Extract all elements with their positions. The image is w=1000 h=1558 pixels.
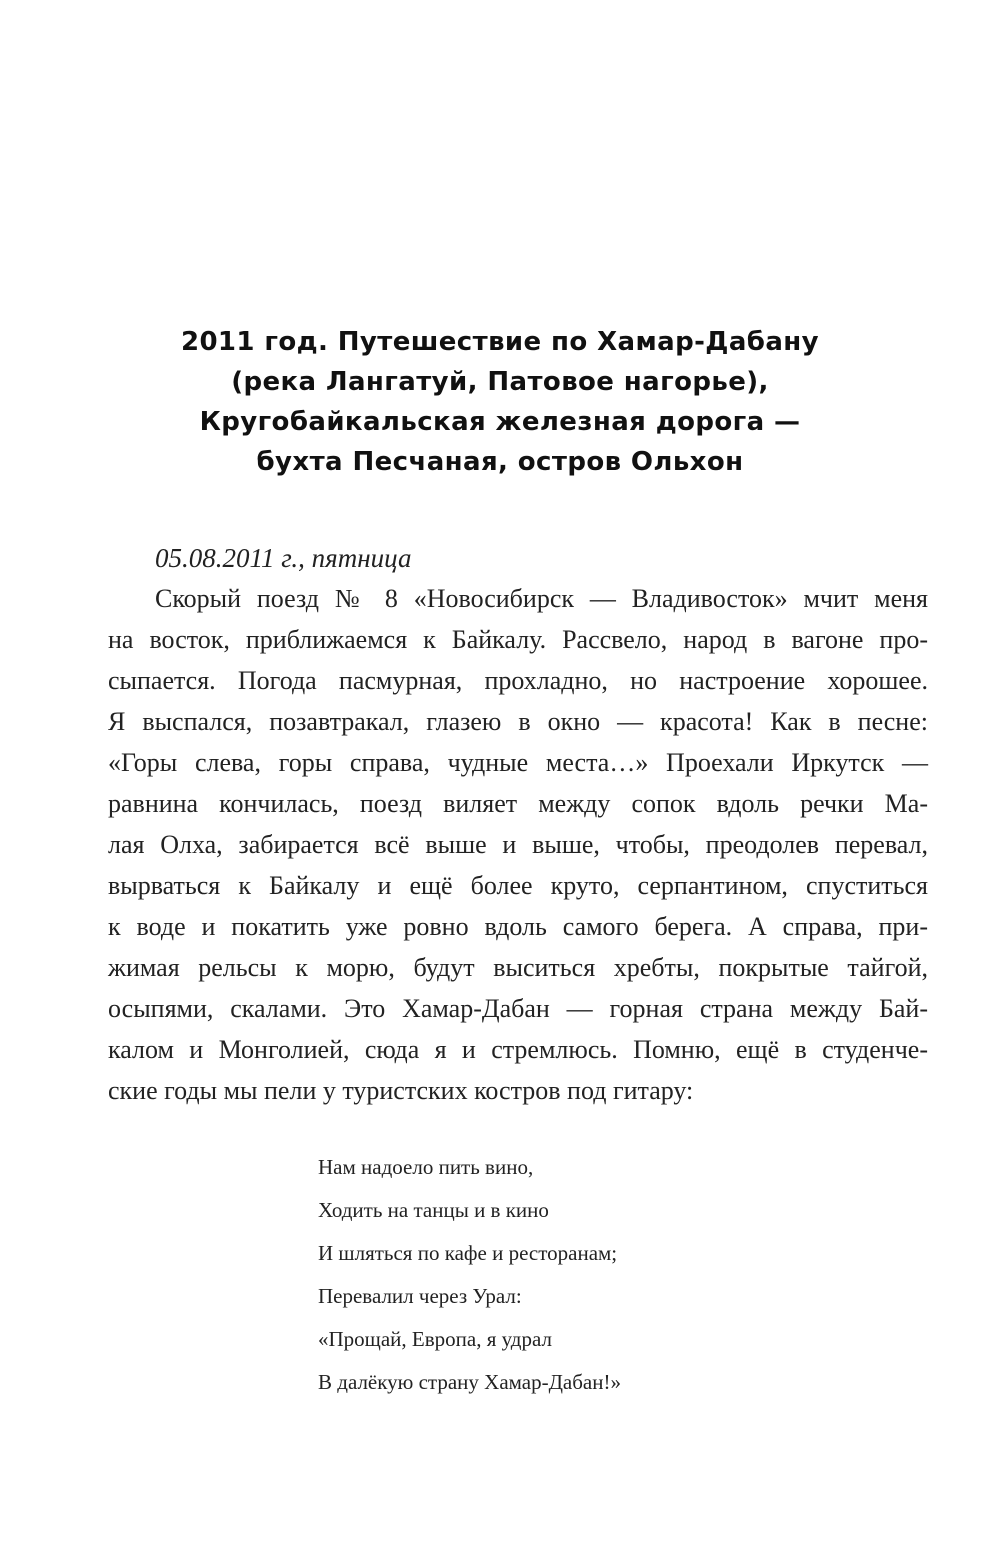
verse-line: В далёкую страну Хамар-Дабан!» [318,1370,621,1394]
paragraph-line: на восток, приближаемся к Байкалу. Рассвело, народ в вагоне про- [108,625,928,654]
song-verse [318,1146,621,1404]
paragraph-line: лая Олха, забирается всё выше и выше, чтобы, преодолев перевал, [108,830,928,859]
verse-line: Нам надоело пить вино, [318,1155,534,1179]
paragraph-line: калом и Монголией, сюда я и стремлюсь. Помню, ещё в студенче- [108,1035,928,1064]
chapter-title-line: 2011 год. Путешествие по Хамар-Дабану [180,327,820,357]
paragraph-line: Скорый поезд № 8 «Новосибирск — Владивосток» мчит меня [155,584,928,613]
paragraph-line: «Горы слева, горы справа, чудные места…» Проехали Иркутск — [108,748,928,777]
paragraph-line: жимая рельсы к морю, будут выситься хребты, покрытые тайгой, [108,953,928,982]
paragraph-line: к воде и покатить уже ровно вдоль самого берега. А справа, при- [108,912,928,941]
entry-paragraph [108,578,928,1111]
paragraph-line: равнина кончилась, поезд виляет между сопок вдоль речки Ма- [108,789,928,818]
paragraph-line: вырваться к Байкалу и ещё более круто, серпантином, спуститься [108,871,928,900]
chapter-title-line: бухта Песчаная, остров Ольхон [256,447,744,477]
chapter-title-line: (река Лангатуй, Патовое нагорье), [231,367,769,397]
entry-date: 05.08.2011 г., пятница [155,543,412,573]
verse-line: И шляться по кафе и ресторанам; [318,1241,618,1265]
paragraph-line: сыпается. Погода пасмурная, прохладно, но настроение хорошее. [108,666,928,695]
chapter-title-line: Кругобайкальская железная дорога — [199,407,801,437]
verse-line: «Прощай, Европа, я удрал [318,1327,552,1351]
paragraph-line: Я выспался, позавтракал, глазею в окно — красота! Как в песне: [108,707,928,736]
chapter-title [100,322,900,482]
paragraph-line: осыпями, скалами. Это Хамар-Дабан — горная страна между Бай- [108,994,928,1023]
paragraph-line: ские годы мы пели у туристских костров под гитару: [108,1076,694,1105]
verse-line: Перевалил через Урал: [318,1284,522,1308]
verse-line: Ходить на танцы и в кино [318,1198,549,1222]
